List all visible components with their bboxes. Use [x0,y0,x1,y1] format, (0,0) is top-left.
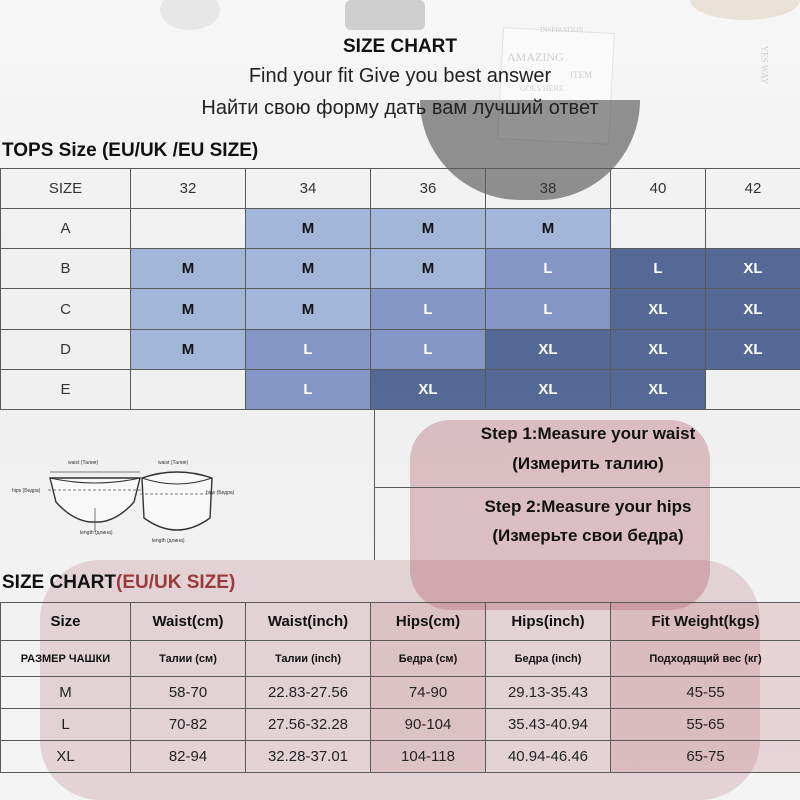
size-chart-header-cell: Waist(cm) [131,603,246,641]
tops-row [1,369,800,409]
size-chart-header-ru: Подходящий вес (кг) [611,641,800,677]
tops-section-title: TOPS Size (EU/UK /EU SIZE) [2,140,259,161]
size-chart-row [1,677,800,709]
size-chart-cell: 32.28-37.01 [246,741,371,773]
tops-cell: M [371,209,486,249]
tops-cell: M [371,249,486,289]
size-chart-header-cell: Waist(inch) [246,603,371,641]
size-chart-cell: 65-75 [611,741,800,773]
tops-cell: XL [371,369,486,409]
size-chart-table [0,602,800,773]
size-chart-title-region: (EU/UK SIZE) [116,572,236,593]
size-chart-header-cell: Hips(cm) [371,603,486,641]
tops-row-label: E [1,369,131,409]
size-chart-cell: 40.94-46.46 [486,741,611,773]
size-chart-russian-row [1,641,800,677]
size-chart-cell: 29.13-35.43 [486,677,611,709]
briefs-diagram-2 [132,458,222,548]
size-chart-row [1,741,800,773]
size-chart-cell: 27.56-32.28 [246,709,371,741]
bg-text-item: ITEM [570,70,592,80]
tops-header-cell: SIZE [1,169,131,209]
size-chart-title: SIZE CHART [2,572,116,593]
tops-row-label: B [1,249,131,289]
size-chart-cell: 58-70 [131,677,246,709]
size-chart-cell: 35.43-40.94 [486,709,611,741]
size-chart-header-cell: Hips(inch) [486,603,611,641]
bg-text-yes-way: YES WAY [759,45,770,85]
tops-header-cell: 40 [611,169,706,209]
tops-row [1,329,800,369]
tops-cell: XL [706,329,800,369]
tops-cell: M [131,329,246,369]
tops-cell: XL [706,249,800,289]
page-header [0,34,800,124]
tops-row-label: D [1,329,131,369]
tops-cell: L [611,249,706,289]
tops-cell: L [371,289,486,329]
page-title: SIZE CHART [343,36,457,57]
size-chart-header-row [1,603,800,641]
tops-header-cell: 36 [371,169,486,209]
tops-cell [131,369,246,409]
tops-cell: M [246,249,371,289]
size-chart-cell: 55-65 [611,709,800,741]
tops-header-cell: 34 [246,169,371,209]
step1-russian: (Измерить талию) [512,454,664,473]
size-chart-cell: 45-55 [611,677,800,709]
size-chart-cell: L [1,709,131,741]
tops-cell: XL [611,369,706,409]
tops-row-label: C [1,289,131,329]
size-chart-header-cell: Fit Weight(kgs) [611,603,800,641]
tops-cell: L [371,329,486,369]
tops-cell: M [246,209,371,249]
size-chart-cell: 82-94 [131,741,246,773]
tops-cell: M [246,289,371,329]
tops-cell [131,209,246,249]
measurement-diagram-panel [0,410,374,560]
steps-divider [375,487,800,488]
tops-row [1,289,800,329]
step2-heading: Step 2:Measure your hips [484,497,692,516]
size-chart-row [1,709,800,741]
tops-cell: L [486,289,611,329]
subtitle-english: Find your fit Give you best answer [248,65,552,87]
size-chart-cell: 90-104 [371,709,486,741]
size-chart-header-cell: Size [1,603,131,641]
diagram-label-waist: waist (Талия) [68,460,99,466]
tops-cell: XL [486,369,611,409]
step1-heading: Step 1:Measure your waist [480,424,696,443]
tops-cell: XL [611,289,706,329]
diagram-label-length: length (длина) [80,530,113,536]
tops-header-cell: 42 [706,169,800,209]
bg-text-goes-here: GOES HERE [520,84,564,93]
tops-header-row [1,169,800,209]
diagram-label-hips: hips (Бедра) [12,488,41,494]
diagram-label-hips-2: hips (Бедра) [206,490,235,496]
size-chart-header-ru: РАЗМЕР ЧАШКИ [1,641,131,677]
size-chart-cell: 22.83-27.56 [246,677,371,709]
size-chart-header-ru: Талии (inch) [246,641,371,677]
tops-cell: L [486,249,611,289]
bg-text-amazing: AMAZING [507,50,564,64]
tops-size-table [0,168,800,410]
tops-cell: XL [486,329,611,369]
tops-cell [706,369,800,409]
measurement-steps-panel [374,410,800,560]
size-chart-cell: XL [1,741,131,773]
tops-cell: M [131,289,246,329]
step2-russian: (Измерьте свои бедра) [492,526,684,545]
tops-row [1,209,800,249]
tops-cell [611,209,706,249]
tops-header-cell: 32 [131,169,246,209]
subtitle-russian: Найти свою форму дать вам лучший ответ [201,97,599,119]
size-chart-header-ru: Бедра (inch) [486,641,611,677]
size-chart-cell: 70-82 [131,709,246,741]
size-chart-header-ru: Бедра (см) [371,641,486,677]
tops-cell: M [486,209,611,249]
size-chart-section-title [2,572,235,594]
diagram-label-waist-2: waist (Талия) [158,460,189,466]
tops-row-label: A [1,209,131,249]
size-chart-cell: 104-118 [371,741,486,773]
diagram-label-length-2: length (длина) [152,538,185,544]
size-chart-cell: M [1,677,131,709]
tops-cell: XL [611,329,706,369]
bg-text-inspiration: INSPIRATION [540,26,584,34]
size-chart-header-ru: Талии (см) [131,641,246,677]
tops-row [1,249,800,289]
tops-cell [706,209,800,249]
tops-header-cell: 38 [486,169,611,209]
size-chart-cell: 74-90 [371,677,486,709]
tops-cell: L [246,369,371,409]
tops-cell: L [246,329,371,369]
tops-cell: M [131,249,246,289]
tops-cell: XL [706,289,800,329]
